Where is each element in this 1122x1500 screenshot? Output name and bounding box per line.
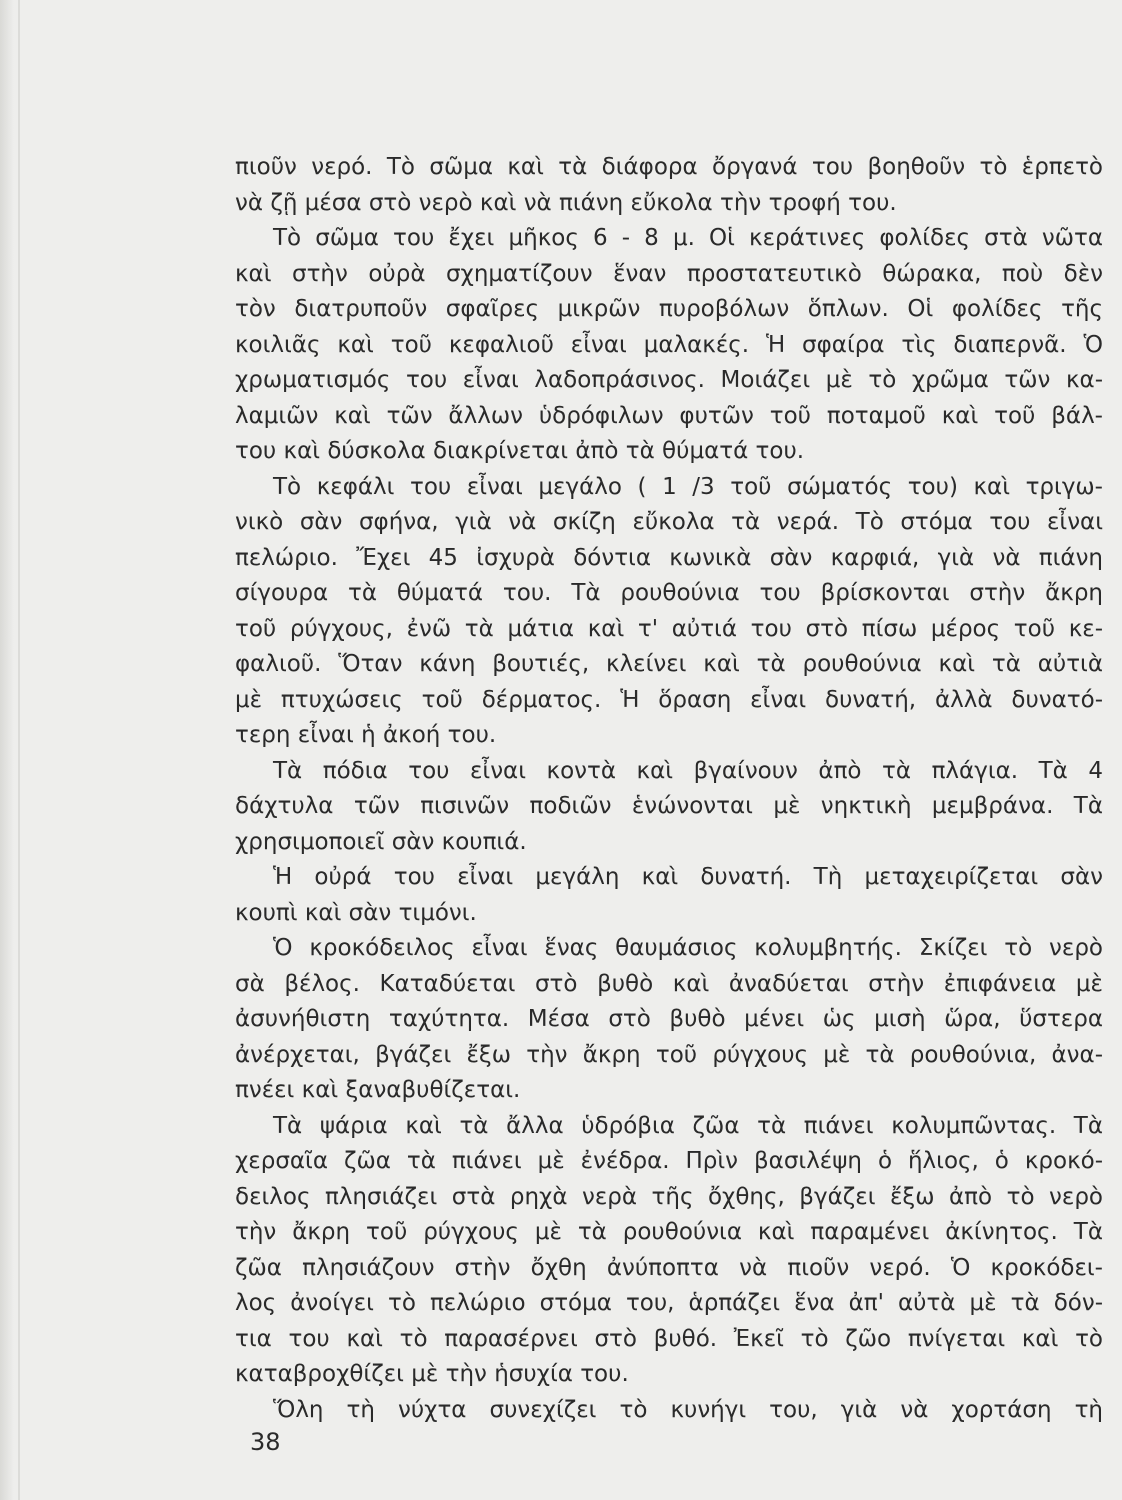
text-line: φαλιοῦ. Ὅταν κάνη βουτιές, κλείνει καὶ τὰ ρουθούνια καὶ τὰ αὐτιὰ xyxy=(235,651,1103,677)
text-line: καὶ στὴν οὐρὰ σχηματίζουν ἕναν προστατευτικὸ θώρακα, ποὺ δὲν xyxy=(235,260,1103,287)
paragraph xyxy=(235,221,1103,470)
text-line: Τὸ κεφάλι του εἶναι μεγάλο ( 1 /3 τοῦ σώματός του) καὶ τριγω- xyxy=(273,473,1103,500)
text-line: πνέει καὶ ξαναβυθίζεται. xyxy=(235,1077,521,1103)
text-line: χρησιμοποιεῖ σὰν κουπιά. xyxy=(235,828,527,855)
text-line: νὰ ζῇ μέσα στὸ νερὸ καὶ νὰ πιάνη εὔκολα τὴν τροφή του. xyxy=(235,189,897,216)
text-line: τὸν διατρυποῦν σφαῖρες μικρῶν πυροβόλων ὅπλων. Οἱ φολίδες τῆς xyxy=(235,296,1103,322)
text-line: λος ἀνοίγει τὸ πελώριο στόμα του, ἁρπάζει ἕνα ἀπ' αὐτὰ μὲ τὰ δόν- xyxy=(235,1290,1103,1316)
text-line: ἀσυνήθιστη ταχύτητα. Μέσα στὸ βυθὸ μένει ὡς μισὴ ὥρα, ὕστερα xyxy=(235,1006,1103,1032)
paragraph xyxy=(235,1109,1103,1393)
text-line: τοῦ ρύγχους, ἐνῶ τὰ μάτια καὶ τ' αὐτιά του στὸ πίσω μέρος τοῦ κε- xyxy=(235,615,1103,642)
text-line: Ὅλη τὴ νύχτα συνεχίζει τὸ κυνήγι του, γιὰ νὰ χορτάση τὴ xyxy=(273,1396,1103,1423)
page-number: 38 xyxy=(250,1428,281,1456)
text-line: τερη εἶναι ἡ ἀκοή του. xyxy=(235,722,497,748)
text-line: κοιλιᾶς καὶ τοῦ κεφαλιοῦ εἶναι μαλακές. Ἡ σφαίρα τὶς διαπερνᾶ. Ὁ xyxy=(235,331,1103,358)
text-line: Τὰ πόδια του εἶναι κοντὰ καὶ βγαίνουν ἀπὸ τὰ πλάγια. Τὰ 4 xyxy=(273,757,1103,784)
page-binding-shadow xyxy=(18,0,20,1500)
text-line: σίγουρα τὰ θύματά του. Τὰ ρουθούνια του βρίσκονται στὴν ἄκρη xyxy=(235,580,1103,606)
text-line: ἀνέρχεται, βγάζει ἔξω τὴν ἄκρη τοῦ ρύγχους μὲ τὰ ρουθούνια, ἀνα- xyxy=(235,1041,1103,1068)
paragraph xyxy=(235,1393,1103,1429)
text-line: δειλος πλησιάζει στὰ ρηχὰ νερὰ τῆς ὄχθης, βγάζει ἔξω ἀπὸ τὸ νερὸ xyxy=(235,1183,1103,1210)
text-line: τια του καὶ τὸ παρασέρνει στὸ βυθό. Ἐκεῖ τὸ ζῶο πνίγεται καὶ τὸ xyxy=(235,1325,1103,1352)
text-line: σὰ βέλος. Καταδύεται στὸ βυθὸ καὶ ἀναδύεται στὴν ἐπιφάνεια μὲ xyxy=(235,970,1103,997)
text-line: Τὸ σῶμα του ἔχει μῆκος 6 - 8 μ. Οἱ κεράτινες φολίδες στὰ νῶτα xyxy=(273,225,1103,251)
text-line: τὴν ἄκρη τοῦ ρύγχους μὲ τὰ ρουθούνια καὶ παραμένει ἀκίνητος. Τὰ xyxy=(235,1219,1103,1245)
text-line: χερσαῖα ζῶα τὰ πιάνει μὲ ἐνέδρα. Πρὶν βασιλέψη ὁ ἥλιος, ὁ κροκό- xyxy=(235,1148,1103,1174)
text-line: Ὁ κροκόδειλος εἶναι ἕνας θαυμάσιος κολυμβητής. Σκίζει τὸ νερὸ xyxy=(273,935,1103,961)
text-line: χρωματισμός του εἶναι λαδοπράσινος. Μοιάζει μὲ τὸ χρῶμα τῶν κα- xyxy=(235,367,1103,393)
text-line: καταβροχθίζει μὲ τὴν ἡσυχία του. xyxy=(235,1361,629,1387)
text-line: λαμιῶν καὶ τῶν ἄλλων ὑδρόφιλων φυτῶν τοῦ ποταμοῦ καὶ τοῦ βάλ- xyxy=(235,402,1103,429)
paragraph xyxy=(235,754,1103,861)
page-binding-edge xyxy=(0,0,14,1500)
paragraph xyxy=(235,931,1103,1109)
text-line: Τὰ ψάρια καὶ τὰ ἄλλα ὑδρόβια ζῶα τὰ πιάνει κολυμπῶντας. Τὰ xyxy=(273,1112,1103,1139)
text-line: Ἡ οὐρά του εἶναι μεγάλη καὶ δυνατή. Τὴ μεταχειρίζεται σὰν xyxy=(273,864,1103,890)
text-line: κουπὶ καὶ σὰν τιμόνι. xyxy=(235,899,477,926)
text-line: πιοῦν νερό. Τὸ σῶμα καὶ τὰ διάφορα ὄργανά του βοηθοῦν τὸ ἑρπετὸ xyxy=(235,154,1103,180)
paragraph xyxy=(235,860,1103,931)
text-line: πελώριο. Ἔχει 45 ἰσχυρὰ δόντια κωνικὰ σὰν καρφιά, γιὰ νὰ πιάνη xyxy=(235,544,1103,571)
text-line: μὲ πτυχώσεις τοῦ δέρματος. Ἡ ὅραση εἶναι δυνατή, ἀλλὰ δυνατό- xyxy=(235,686,1103,713)
text-line: νικὸ σὰν σφήνα, γιὰ νὰ σκίζη εὔκολα τὰ νερά. Τὸ στόμα του εἶναι xyxy=(235,509,1103,535)
paragraph xyxy=(235,150,1103,221)
text-line: ζῶα πλησιάζουν στὴν ὄχθη ἀνύποπτα νὰ πιοῦν νερό. Ὁ κροκόδει- xyxy=(235,1254,1103,1281)
text-line: του καὶ δύσκολα διακρίνεται ἀπὸ τὰ θύματά του. xyxy=(235,438,805,464)
text-line: δάχτυλα τῶν πισινῶν ποδιῶν ἑνώνονται μὲ νηκτικὴ μεμβράνα. Τὰ xyxy=(235,793,1103,819)
paragraph xyxy=(235,470,1103,754)
body-text xyxy=(235,150,1103,1428)
